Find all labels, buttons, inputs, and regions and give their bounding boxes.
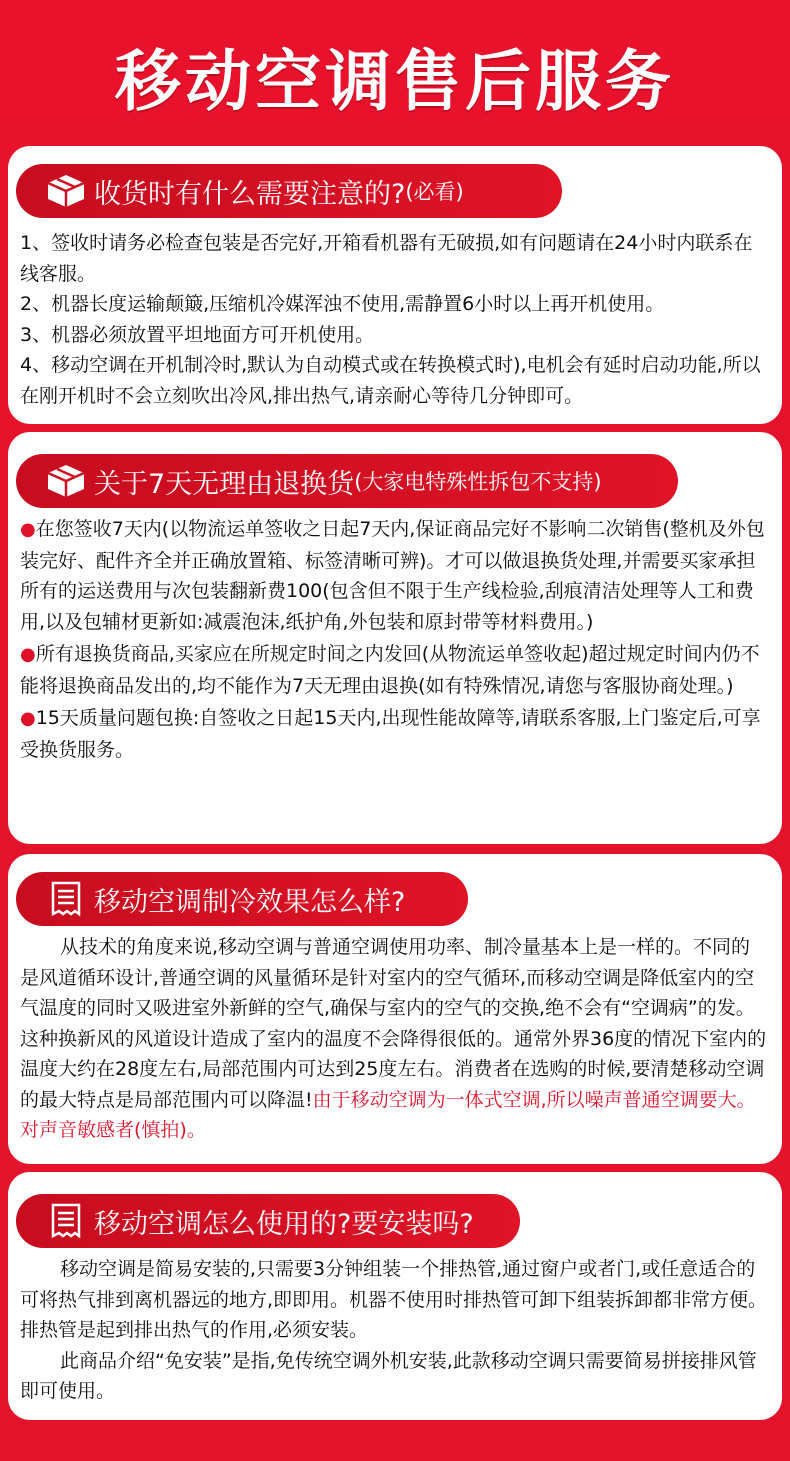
section-body — [20, 1254, 768, 1407]
paragraph: 此商品介绍“免安装”是指,免传统空调外机安装,此款移动空调只需要简易拼接排风管即可使用。 — [20, 1349, 757, 1402]
list-item — [20, 514, 768, 637]
list-item: 3、机器必须放置平坦地面方可开机使用。 — [20, 323, 375, 346]
section-heading-note: (必看) — [405, 180, 464, 204]
section-heading: 收货时有什么需要注意的? — [94, 178, 406, 210]
section-card-receiving — [8, 146, 782, 424]
list-item — [20, 703, 768, 765]
section-heading: 移动空调怎么使用的?要安装吗? — [94, 1208, 474, 1240]
paragraph-text: 从技术的角度来说,移动空调与普通空调使用功率、制冷量基本上是一样的。不同的是风道循环设计,普通空调的风量循环是针对室内的空气循环,而移动空调是降低室内的空气温度的同时又吸进室外新鲜的空气,确保与室内的空气的交换,绝不会有“空调病”的发。这种换新风的风道设计造成了室内的温度不会降得很低的。通常外界36度的情况下室内的温度大约在28度左右,局部范围内可达到25度左右。消费者在选购的时候,要清楚移动空调的最大特点是局部范围内可以降温! — [20, 936, 767, 1111]
section-heading-pill — [16, 1194, 520, 1248]
list-item: 2、机器长度运输颠簸,压缩机冷媒浑浊不使用,需静置6小时以上再开机使用。 — [20, 293, 665, 315]
box-icon — [46, 463, 86, 499]
section-body — [20, 932, 768, 1146]
list-item-text: 15天质量问题包换:自签收之日起15天内,出现性能故障等,请联系客服,上门鉴定后,可享受换货服务。 — [20, 707, 761, 761]
paragraph — [20, 932, 768, 1146]
list-item-text: 所有退换货商品,买家应在所规定时间之内发回(从物流运单签收起)超过规定时间内仍不能将退换商品发出的,均不能作为7天无理由退换(如有特殊情况,请您与客服协商处理。) — [20, 643, 760, 697]
bullet-dot-icon: ● — [20, 708, 36, 729]
section-heading: 关于7天无理由退换货 — [94, 468, 355, 500]
bullet-dot-icon: ● — [20, 519, 36, 540]
receipt-icon — [46, 881, 86, 917]
section-card-usage — [8, 1172, 782, 1420]
paragraph: 移动空调是简易安装的,只需要3分钟组装一个排热管,通过窗户或者门,或任意适合的可将热气排到离机器远的地方,即即用。机器不使用时排热管可卸下组装拆卸都非常方便。排热管是起到排出热气的作用,必须安装。 — [20, 1258, 768, 1341]
warning-highlight: 由于移动空调为一体式空调,所以噪声普通空调要大。对声音敏感者(慎拍)。 — [20, 1088, 756, 1141]
bullet-dot-icon: ● — [20, 644, 36, 665]
section-body — [20, 228, 768, 411]
section-card-returns — [8, 432, 782, 844]
section-body — [20, 514, 768, 765]
section-heading-pill — [16, 872, 468, 926]
list-item — [20, 639, 768, 701]
section-heading-pill — [16, 454, 678, 508]
page-title: 移动空调售后服务 — [115, 43, 675, 120]
section-heading: 移动空调制冷效果怎么样? — [94, 886, 406, 918]
section-card-cooling — [8, 854, 782, 1164]
section-heading-pill — [16, 164, 562, 218]
box-icon — [46, 173, 86, 209]
list-item: 4、移动空调在开机制冷时,默认为自动模式或在转换模式时),电机会有延时启动功能,所以在刚开机时不会立刻吹出冷风,排出热气,请亲耐心等待几分钟即可。 — [20, 354, 761, 407]
list-item: 1、签收时请务必检查包装是否完好,开箱看机器有无破损,如有问题请在24小时内联系在线客服。 — [20, 232, 753, 285]
receipt-icon — [46, 1203, 86, 1239]
list-item-text: 在您签收7天内(以物流运单签收之日起7天内,保证商品完好不影响二次销售(整机及外包装完好、配件齐全并正确放置箱、标签清晰可辨)。才可以做退换货处理,并需要买家承担所有的运送费用与次包装翻新费100(包含但不限于生产线检验,刮痕清洁处理等人工和费用,以及包辅材更新如:减震泡沫,纸护角,外包装和原封带等材料费用。) — [20, 518, 765, 633]
section-heading-note: (大家电特殊性拆包不支持) — [354, 470, 602, 494]
